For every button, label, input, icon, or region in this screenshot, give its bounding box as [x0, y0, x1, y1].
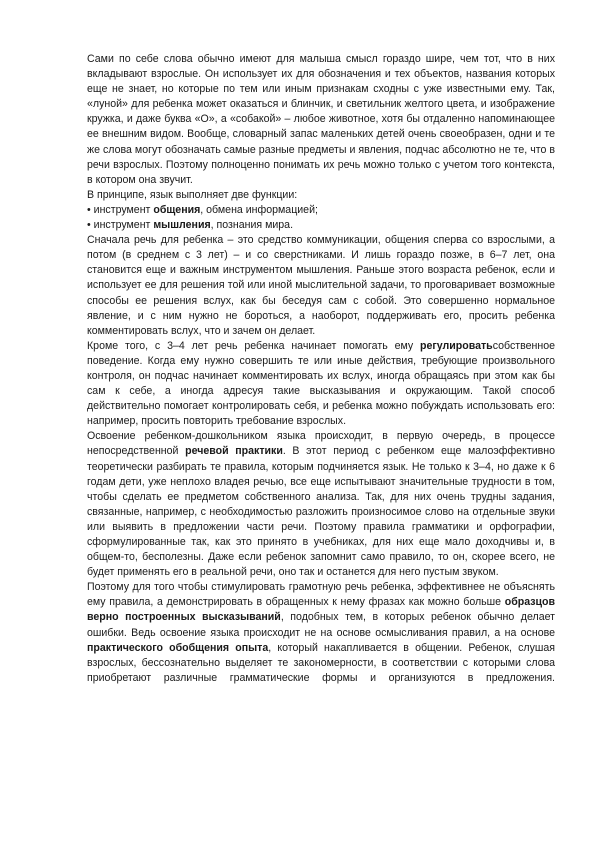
bold-term-practical-generalization: практического обобщения опыта	[87, 641, 269, 654]
paragraph-vocabulary	[87, 52, 555, 188]
bold-term-regulate: регулировать	[420, 339, 493, 352]
text-run: Поэтому для того чтобы стимулировать грамотную речь ребенка, эффективнее не объяснять ему правила, а демонстрировать в обращенных к нему фразах как можно больше	[87, 581, 555, 609]
list-item-communication	[87, 203, 555, 218]
text-run: , обмена информацией;	[200, 203, 318, 216]
paragraph-self-regulation	[87, 339, 555, 430]
text-run: Сначала речь для ребенка – это средство коммуникации, общения сперва со взрослыми, а потом (в среднем с 3 лет) – и со сверстниками. И лишь гораздо позже, в 6–7 лет, она становится еще и важным инструментом мышления. Раньше этого возраста ребенок, если и использует ее для решения той или иной мыслительной задачи, то проговаривает возможные способы ее решения вслух, как бы беседуя сам с собой. Это совершенно нормальное явление, и с ним нужно не бороться, а наоборот, поддерживать его, просить ребенка комментировать вслух, что и зачем он делает.	[87, 234, 555, 337]
text-run: собственное поведение. Когда ему нужно совершить те или иные действия, требующие произвольного контроля, он подчас начинает комментировать их вслух, иногда обращаясь при этом как бы сам к себе, а иногда адресуя такие высказывания и окружающим. Такой способ действительно помогает контролировать себя, и ребенка можно побуждать использовать его: например, просить повторить требование взрослых.	[87, 339, 555, 428]
text-run: Сами по себе слова обычно имеют для малыша смысл гораздо шире, чем тот, что в них вкладывают взрослые. Он использует их для обозначения и тех объектов, названия которых еще не знает, но которые по тем или иным признакам сходны с уже известными ему. Так, «луной» для ребенка может оказаться и блинчик, и светильник желтого цвета, и изображение кружка, и даже буква «О», а «собакой» – любое животное, хотя бы отдаленно напоминающее ее внешним видом. Вообще, словарный запас маленьких детей очень своеобразен, одни и те же слова могут обозначать самые разные предметы и явления, подчас абсолютно не те, что в речи взрослых. Поэтому полноценно понимать их речь можно только с учетом того контекста, в котором она звучит.	[87, 53, 555, 186]
paragraph-speech-practice	[87, 429, 555, 580]
document-page	[87, 52, 555, 686]
text-run: • инструмент	[87, 203, 154, 216]
text-run: Кроме того, с 3–4 лет речь ребенка начинает помогать ему	[87, 339, 421, 352]
text-run: Освоение ребенком-дошкольником языка происходит, в первую очередь, в процессе непосредственной	[87, 430, 555, 458]
text-run: В принципе, язык выполняет две функции:	[87, 188, 298, 201]
bold-term-communication: общения	[153, 203, 201, 216]
list-item-thinking	[87, 218, 555, 233]
text-run: . В этот период с ребенком еще малоэффективно теоретически разбирать те правила, которым подчиняется язык. Не только к 3–4, но даже к 6 годам дети, уже неплохо владея речью, все еще испытывают значительные трудности в том, чтобы сделать ее предметом собственного анализа. Так, для них очень трудны задания, связанные, например, с необходимостью разложить произносимое слово на отдельные звуки или выявить в предложении части речи. Поэтому правила грамматики и орфографии, сформулированные так, как это принято в учебниках, для них еще мало доходчивы и, в общем-то, бесполезны. Даже если ребенок запомнит само правило, то он, скорее всего, не будет применять его в реальной речи, оно так и останется для него пустым звуком.	[87, 445, 555, 579]
paragraph-functions-intro	[87, 188, 555, 203]
bold-term-thinking: мышления	[153, 219, 211, 232]
paragraph-speech-development	[87, 233, 555, 339]
text-run: , который накапливается в общении. Ребенок, слушая взрослых, бессознательно выделяет те закономерности, в соответствии с которыми слова приобретают различные грамматические формы и организуются в предложения.	[87, 641, 555, 684]
text-run: , познания мира.	[210, 219, 294, 232]
text-run: , подобных тем, в которых ребенок обычно делает ошибки. Ведь освоение языка происходит не на основе осмысливания правил, а на основе	[87, 611, 555, 639]
bold-term-correct-patterns: образцов верно построенных высказываний	[87, 596, 555, 624]
paragraph-correct-patterns	[87, 580, 555, 686]
text-run: • инструмент	[87, 219, 154, 232]
bold-term-speech-practice: речевой практики	[185, 445, 283, 458]
